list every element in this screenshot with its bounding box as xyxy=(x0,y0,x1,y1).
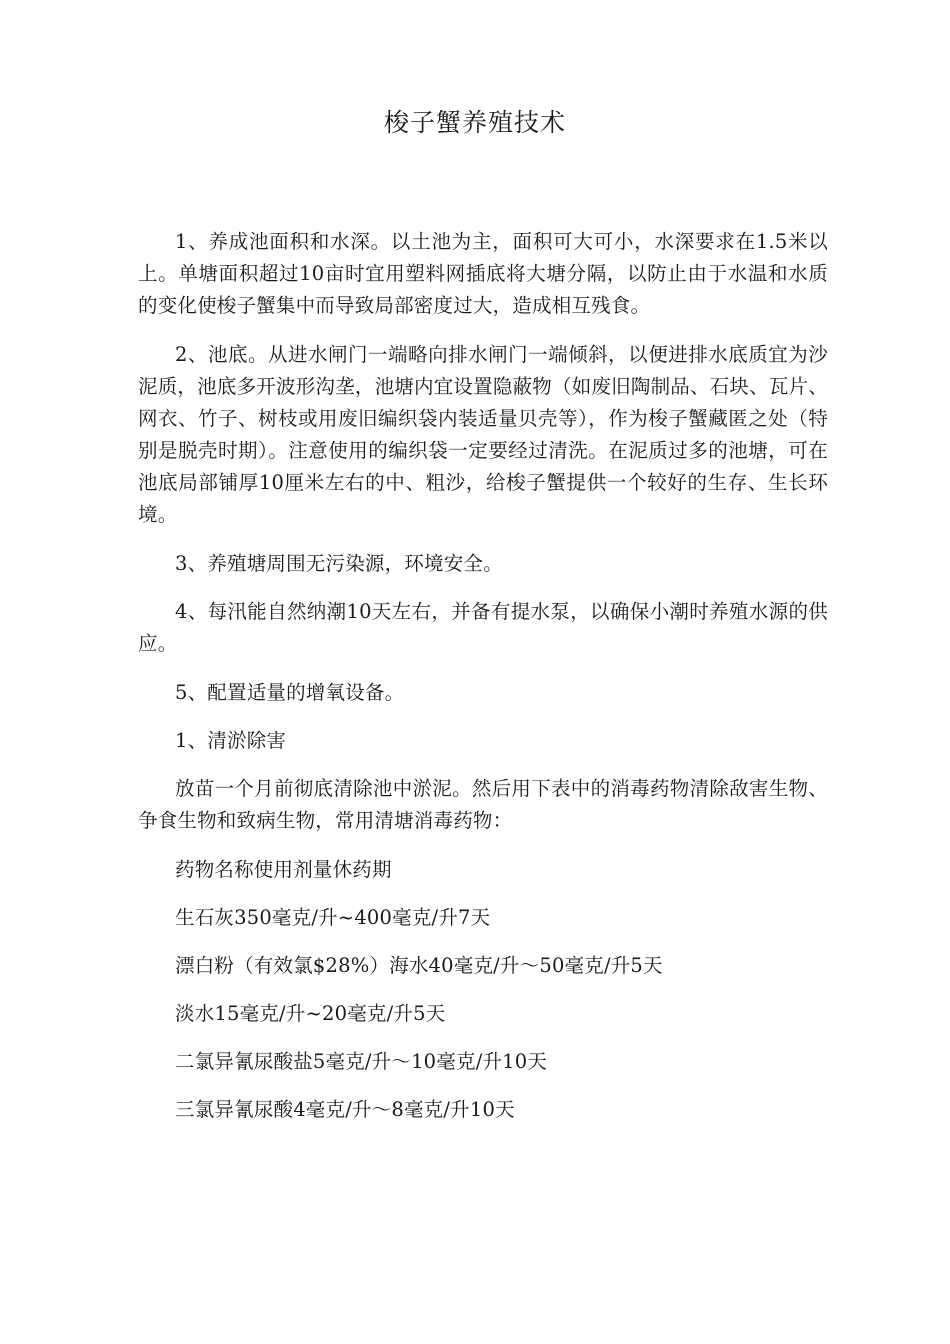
section-heading-cleaning: 1、清淤除害 xyxy=(175,729,287,752)
drug-row-dichloro: 二氯异氰尿酸盐5毫克/升〜10毫克/升10天 xyxy=(175,1050,548,1073)
drug-row-bleach-freshwater: 淡水15毫克/升~20毫克/升5天 xyxy=(175,1002,446,1025)
document-body xyxy=(138,226,828,1142)
paragraph-disinfection: 放苗一个月前彻底清除池中淤泥。然后用下表中的消毒药物清除敌害生物、争食生物和致病生物，常用清塘消毒药物： xyxy=(138,777,828,832)
paragraph-environment: 3、养殖塘周围无污染源，环境安全。 xyxy=(175,552,503,575)
paragraph-tide: 4、每汛能自然纳潮10天左右，并备有提水泵，以确保小潮时养殖水源的供应。 xyxy=(138,600,828,655)
paragraph-pond-area: 1、养成池面积和水深。以土池为主，面积可大可小，水深要求在1.5米以上。单塘面积超过10亩时宜用塑料网插底将大塘分隔，以防止由于水温和水质的变化使梭子蟹集中而导致局部密度过大，造成相互残食。 xyxy=(138,230,828,317)
document-title: 梭子蟹养殖技术 xyxy=(383,108,566,137)
drug-row-quicklime: 生石灰350毫克/升~400毫克/升7天 xyxy=(175,906,491,929)
drug-row-trichloro: 三氯异氰尿酸4毫克/升〜8毫克/升10天 xyxy=(175,1098,515,1121)
drug-row-bleach-seawater: 漂白粉（有效氯$28%）海水40毫克/升〜50毫克/升5天 xyxy=(175,954,663,977)
paragraph-pond-bottom: 2、池底。从进水闸门一端略向排水闸门一端倾斜，以便进排水底质宜为沙泥质，池底多开波形沟垄，池塘内宜设置隐蔽物（如废旧陶制品、石块、瓦片、网衣、竹子、树枝或用废旧编织袋内装适量贝壳等），作为梭子蟹藏匿之处（特别是脱壳时期）。注意使用的编织袋一定要经过清洗。在泥质过多的池塘，可在池底局部铺厚10厘米左右的中、粗沙，给梭子蟹提供一个较好的生存、生长环境。 xyxy=(138,343,828,526)
drug-table-header: 药物名称使用剂量休药期 xyxy=(175,858,392,881)
paragraph-oxygen: 5、配置适量的增氧设备。 xyxy=(175,681,405,704)
